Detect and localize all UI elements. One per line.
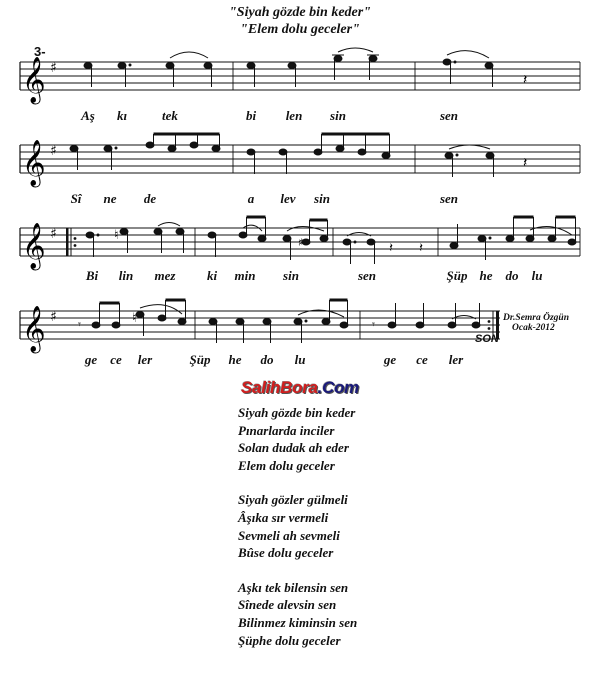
poem-line: Bilinmez kiminsin sen (238, 614, 358, 630)
lyric-syllable: ge (84, 352, 98, 367)
system-number: 3- (34, 44, 46, 59)
lyric-syllable: ler (137, 352, 153, 367)
poem-line: Siyah gözde bin keder (238, 405, 356, 420)
watermark-domain: .Com (317, 378, 359, 397)
watermark-name: SalihBora (241, 378, 318, 397)
song-subtitle: "Elem dolu geceler" (240, 22, 360, 37)
sharp-sign-icon: ♯ (298, 236, 304, 249)
lyric-syllable: do (260, 352, 274, 367)
song-title: "Siyah gözde bin keder" (229, 5, 371, 20)
poem-line: Elem dolu geceler (238, 457, 335, 473)
lyric-syllable: Şüp (189, 352, 211, 367)
lyric-syllable: do (505, 268, 519, 283)
poem-line: Pınarlarda inciler (238, 422, 335, 438)
lyric-syllable: tek (162, 108, 178, 123)
poem-line: Âşıka sır vermeli (238, 509, 329, 525)
staff-4 (0, 295, 600, 355)
lyric-syllable: Bi (85, 268, 99, 283)
lyric-syllable: sen (439, 191, 459, 206)
staff-2 (0, 129, 600, 189)
treble-clef-icon: 𝄞 (22, 306, 46, 352)
lyric-syllable: mez (154, 268, 176, 283)
lyric-syllable: ki (206, 268, 218, 283)
key-sharp-icon: ♯ (50, 143, 57, 159)
poem-line: Şüphe dolu geceler (238, 632, 341, 648)
treble-clef-icon: 𝄞 (22, 57, 46, 103)
poem-text (238, 404, 357, 666)
lyric-syllable: ne (103, 191, 117, 206)
poem-stanza-3 (238, 579, 357, 649)
treble-clef-icon: 𝄞 (22, 223, 46, 269)
poem-stanza-2 (238, 491, 357, 561)
natural-sign-icon: ♮ (132, 311, 137, 326)
lyric-syllable: sin (283, 268, 299, 283)
key-sharp-icon: ♯ (50, 226, 57, 242)
lyric-syllable: a (247, 191, 255, 206)
lyric-syllable: ce (110, 352, 122, 367)
rest-icon: 𝄽 (389, 241, 393, 256)
poem-line: Aşkı tek bilensin sen (238, 579, 349, 595)
key-sharp-icon: ♯ (50, 309, 57, 325)
lyric-syllable: de (143, 191, 157, 206)
key-sharp-icon: ♯ (50, 60, 57, 76)
lyric-syllable: sin (314, 191, 330, 206)
lyric-syllable: he (479, 268, 493, 283)
lyric-syllable: kı (116, 108, 128, 123)
composition-date: Ocak-2012 (512, 323, 555, 333)
lyric-syllable: Şüp (446, 268, 468, 283)
treble-clef-icon: 𝄞 (22, 140, 46, 186)
rest-icon: 𝄽 (523, 155, 528, 171)
lyric-syllable: ler (448, 352, 464, 367)
lyric-syllable: bi (245, 108, 257, 123)
lyric-syllable: sin (330, 108, 346, 123)
poem-line: Bûse dolu geceler (238, 545, 334, 561)
lyric-syllable: he (228, 352, 242, 367)
natural-sign-icon: ♮ (114, 228, 119, 243)
eighth-rest-icon: 𝄾 (78, 318, 81, 331)
poem-line: Solan dudak ah eder (238, 440, 349, 456)
lyric-syllable: sen (439, 108, 459, 123)
lyric-syllable: ge (383, 352, 397, 367)
composer-credit: Dr.Semra Özgün (503, 313, 569, 323)
staff-3 (0, 212, 600, 272)
lyric-syllable: lu (531, 268, 543, 283)
rest-icon: 𝄽 (523, 72, 528, 88)
lyric-syllable: Sî (70, 191, 82, 206)
staff-1 (0, 46, 600, 106)
lyric-syllable: min (234, 268, 256, 283)
site-watermark (0, 378, 600, 398)
lyric-syllable: lu (294, 352, 306, 367)
lyric-syllable: lin (118, 268, 134, 283)
end-mark: SON (475, 333, 499, 345)
poem-line: Siyah gözler gülmeli (238, 492, 348, 508)
eighth-rest-icon: 𝄾 (372, 318, 375, 331)
poem-stanza-1 (238, 404, 357, 474)
lyric-syllable: sen (357, 268, 377, 283)
lyric-syllable: lev (280, 191, 296, 206)
poem-line: Sevmeli ah sevmeli (238, 527, 340, 543)
lyric-syllable: ce (416, 352, 428, 367)
lyric-syllable: len (285, 108, 303, 123)
poem-line: Sînede alevsin sen (238, 597, 337, 613)
lyric-syllable: Aş (81, 108, 95, 123)
rest-icon: 𝄽 (419, 241, 423, 256)
